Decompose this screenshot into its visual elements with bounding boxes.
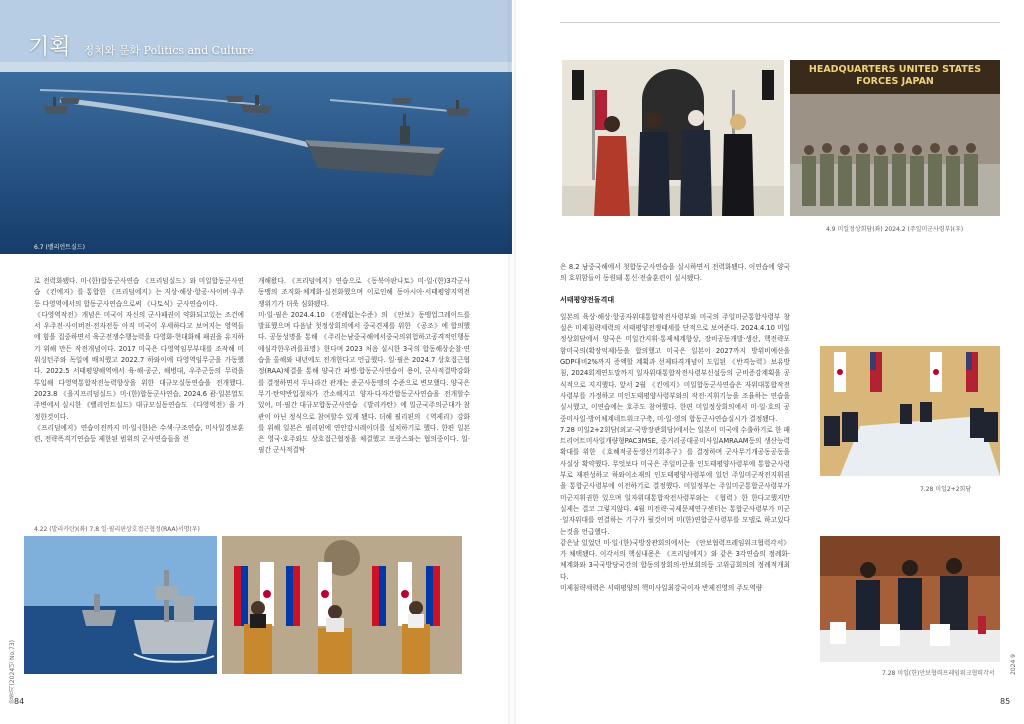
- section-heading: 서태평양전돌격대: [560, 295, 615, 304]
- paragraph: 일본의 육상·해상·항공자위대통합작전사령부와 미국의 주일미군통합사령부 창설은 미제침략세력의 서태평양전쟁태세를 단적으로 보여준다. 2024.4.10 미일정상회담에서 양국은 미일간지휘·통제체계향상, 장비공동개발·생산, 핵전략포함미국의(확장억제)등을 합의했고 미국은 일본이 2027까지 방위비예산을 GDP대비2%까지 증액할 계획과 선제타격개념이 도입된 《반격능력》보유방침, 2024회계연도말까지 일자위대통합작전사령부신설등의 군비증강계획을 공식적으로 지지했다. 앞서 2월 《킨에지》미일합동군사연습은 자위대통합작전사령부를 가정하고 미인도태평양사령부와의 작전·지휘기능을 조율하는 연습을 실시했고, 이연습에는 호주도 참여했다. 한편 미일정상회의에서 미·일·호의 공중미사일·방어체계네트워크구축, 미·일·영의 합동군사연습실시가 결정됐다.: [560, 312, 790, 423]
- photo-usfj-headquarters: [790, 60, 1000, 216]
- paragraph: 로 전력화됐다. 미·(한)합동군사연습 《프리덤실드》와 미일합동군사연습 《킨에지》를 통합한 《프리덤에지》는 지상·해상·항공·사이버·우주등 다영역에서의 합동군사연습으로써 《나토식》군사연습이다.: [34, 277, 244, 308]
- paragraph: 개해왔다. 《프리덤에지》연습으로 《동북아판나토》미·일·(한)3각군사동맹의 조직화·체계화·실전화했으며 이로인해 동아시아·서태평양지역전쟁위기가 더욱 심화됐다.: [258, 277, 470, 308]
- left-side-label: 합참지(2024년 No.73): [9, 640, 16, 704]
- section-subtitle: 정치와 문화 Politics and Culture: [83, 44, 254, 57]
- top-right-caption: 4.9 미일정상회담(좌) 2024.2 (주일미군사령부)(우): [826, 226, 964, 233]
- paragraph: 7.28 미일2+2회담(외교·국방장관회담)에서는 일본이 미국에 수출하기로 한 패트리어트미사일개량형PAC3MSE, 중거리공대공미사일AMRAAM등의 생산능력확대를 위한 《호혜적공동생산기회추구》를 결정하며 군사무기개공동공동을 사실상 확약했다. 무엇보다 미국은 주일미군을 인도태평양사령부에 통합군사령부로 재편성하고 하와이소재의 인도태평양사령부에 있던 주일미군작전지휘권을 통합군사령부에 이전하기로 결정했다. 미일정부는 주일미군통합군사령부가 미군지휘권한 있으며 일자위대통합작전사령부와는 《협력》한 한다고했지만 실제는 결코 그렇지않다. 4월 미전략·국제문제연구센터는 통합군사령부가 미군·일자위대를 연결하는 기구가 될것이며 미(한)연합군사령부를 모델로 하고있다는것을 언급했다.: [560, 425, 790, 536]
- meeting-illustration: [820, 346, 1000, 476]
- mid-right-caption: 7.28 미일2+2회담: [920, 486, 972, 493]
- paragraph: 《다영역작전》개념은 미국이 자신의 군사패권이 약화되고있는 조건에서 우주전·사이버전·전자전등 아직 미국이 우세하다고 보여지는 영역들에 힘을 집중하면서 육군전쟁수행능력을 다영화·현대화해 패권을 유지하기 위해 만든 작전개념이다. 2017 미국은 다영역임무부대를 조작해 미워싱턴주와 독일에 배치했고 2022.7 하와이에 다영역임무군을 가동했다. 2022.5 서태평양해역에서 육·해·공군, 해병대, 우주군등의 무력을 투입해 다영역통합작전능력향상을 위한 대규모실동연습을 전개했다. 2023.8 《을지프리덤실드》미·(한)합동군사연습, 2024.6 괌·일본열도주변에서 실시한 《밸리언트실드》대규모실동연습도 《다영역전》을 가정한것이다.: [34, 310, 244, 421]
- ceremony-illustration: [222, 536, 462, 674]
- photo-summit-leaders: [562, 60, 784, 216]
- hq-sign-text: HEADQUARTERS UNITED STATES FORCES JAPAN: [808, 64, 982, 87]
- left-column-1: [34, 276, 244, 445]
- book-gutter: [508, 0, 516, 724]
- photo-2plus2-meeting: [820, 346, 1000, 476]
- paragraph: 《프리덤에지》연습이전까지 미·일·(한)은 수색·구조연습, 미사일경보훈련, 전략폭격기연습등 제한된 범위의 군사연습들을 전: [34, 423, 244, 444]
- top-rule: [560, 22, 1000, 23]
- bottom-right-caption: 7.28 미일(한)안보협력프레임워크협력각서: [882, 670, 995, 677]
- paragraph: 미·일·필은 2024.4.10 《전례없는수준》의 《안보》동맹업그레이드를 발표했으며 다음날 첫정상회의에서 중국견제를 위한 《공조》에 합의했다. 공동성명을 통해 《주리는남중국해에서중국의위험하고공격적인행동에심각한우려를표명》한다며 2023 처음 실시한 3국의 합동해상순찰·연습을 올해와 내년에도 전개한다고 언급했다. 일·필은 2024.7 상호접근협정(RAA)체결을 통해 양국간 파병·합동군사연습이 용이, 군사적결박강화를 결정하면서 두나라간 관계는 준군사동맹의 수준으로 변모했다. 양국은 무기·탄약반입절차가 간소해지고 양자·다자간합동군사연습을 전개할수 있어, 미·필간 대규모합동군사연습 《발리카탄》에 일군국주의군대가 참관이 아닌 정식으로 참여할수 있게 됐다. 더해 필리핀의 《역제리》강화를 위해 일본은 필리핀에 연안감시레이더를 설치하기로 했다. 한편 일본은 영국·호주와도 상호접근협정을 체결했고 프랑스와는 협의중이다. 일·필간 군사적결탁: [258, 310, 470, 455]
- section-title: [28, 30, 254, 61]
- photo-signing-ceremony: [222, 536, 462, 674]
- left-column-2: [258, 276, 470, 457]
- right-column: [560, 262, 790, 594]
- bottom-left-caption: 4.22 (발리카탄)(좌) 7.8 일·필리핀상호접근협정(RAA)서명(우): [34, 526, 200, 533]
- hero-caption: 6.7 (밸리언트실드): [34, 244, 85, 251]
- warships-illustration: [24, 536, 217, 674]
- photo-warships: [24, 536, 217, 674]
- summit-illustration: [562, 60, 784, 216]
- section-title-main: 기획: [28, 35, 71, 60]
- right-side-label: 2024 9: [1010, 654, 1017, 675]
- paragraph: 은 8.2 남중국해에서 첫합동군사연습을 실시하면서 전력화됐다. 이연습에 양국의 호위함들이 동원돼 통신·전술훈련이 실시됐다.: [560, 263, 790, 283]
- page-number-left: 84: [14, 697, 25, 706]
- photo-defense-ministers: [820, 536, 1000, 662]
- hero-photo-carrier-fleet: [0, 0, 512, 254]
- page-number-right: 85: [1000, 697, 1011, 706]
- paragraph: 미제침략세력은 서태평양의 핵미사일최강국이자 반제진영의 주도역량: [560, 584, 763, 593]
- ministers-illustration: [820, 536, 1000, 662]
- paragraph: 같은날 있었던 미·일·(한)국방장관회의에서는 《안보협력프레임워크협력각서》가 체택됐다. 이각서의 핵심내용은 《프리덤에지》와 같은 3각연습의 정례화·체계화와 3국국방당국간의 합동의장회의·안보회의등 고위급회의의 정례적개최다.: [560, 538, 790, 581]
